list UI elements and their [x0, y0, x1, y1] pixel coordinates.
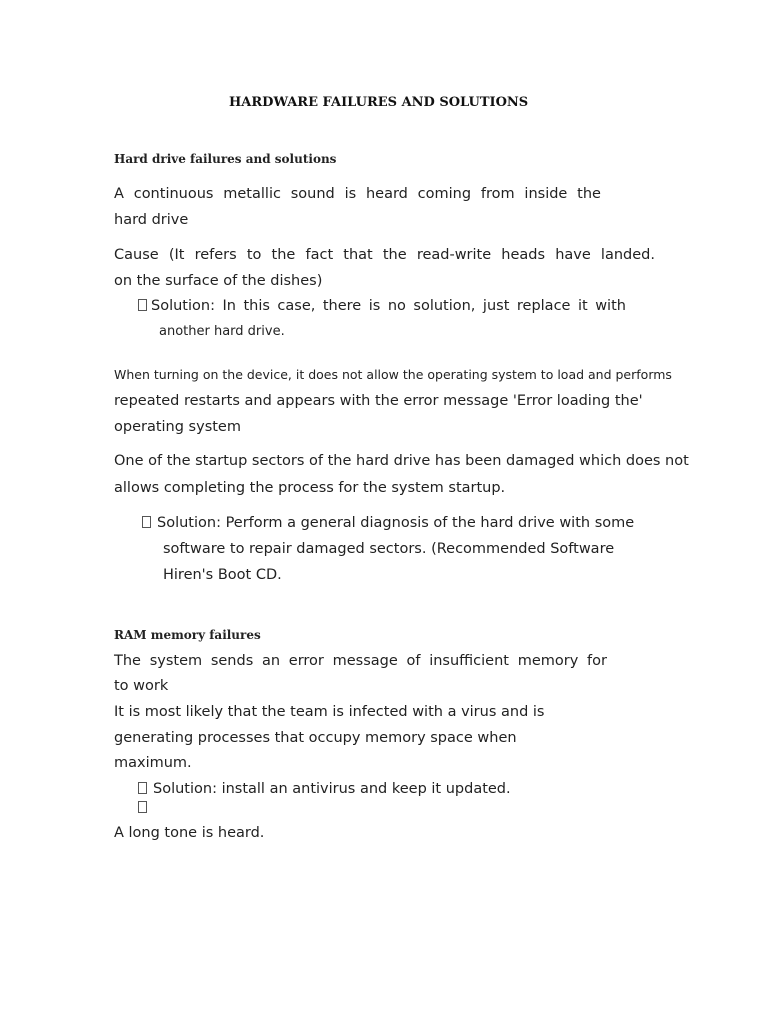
paragraph-line: to work [114, 678, 169, 694]
bullet-item-empty [138, 800, 153, 816]
word: heard [365, 186, 408, 202]
word: sound [290, 186, 335, 202]
word: refers [194, 247, 237, 263]
word: no [387, 298, 406, 314]
paragraph-line [114, 247, 655, 263]
bullet-item [142, 515, 634, 531]
paragraph-line: When turning on the device, it does not allow the operating system to load and performs [114, 367, 672, 382]
word: fact [305, 247, 334, 263]
word: this [243, 298, 270, 314]
word: with [595, 298, 626, 314]
word: metallic [223, 186, 281, 202]
paragraph-line: maximum. [114, 755, 192, 771]
word: inside [524, 186, 568, 202]
word: case, [277, 298, 316, 314]
paragraph-line: another hard drive. [159, 324, 285, 339]
word: continuous [133, 186, 214, 202]
word: solution, [413, 298, 476, 314]
word: heads [501, 247, 546, 263]
word: the [382, 247, 407, 263]
paragraph-line: operating system [114, 419, 241, 435]
word: the [271, 247, 296, 263]
bullet-box-icon [138, 801, 147, 813]
word: system [149, 653, 203, 669]
word: there [322, 298, 362, 314]
paragraph-line: allows completing the process for the system startup. [114, 480, 506, 496]
word: A [114, 186, 124, 202]
word: message [332, 653, 398, 669]
word: error [288, 653, 324, 669]
word: read-write [416, 247, 492, 263]
bullet-box-icon [138, 782, 147, 794]
paragraph-line: repeated restarts and appears with the error message 'Error loading the' [114, 393, 643, 409]
word: memory [517, 653, 579, 669]
paragraph-line: It is most likely that the team is infected with a virus and is [114, 704, 545, 720]
paragraph-line: on the surface of the dishes) [114, 273, 323, 289]
bullet-box-icon [138, 299, 147, 311]
word: the [577, 186, 601, 202]
paragraph-line: hard drive [114, 212, 189, 228]
word: an [261, 653, 281, 669]
word: The [114, 653, 141, 669]
word: to [246, 247, 262, 263]
paragraph-line: One of the startup sectors of the hard drive has been damaged which does not [114, 453, 689, 469]
document-title: HARDWARE FAILURES AND SOLUTIONS [229, 95, 529, 110]
bullet-text: Solution: Perform a general diagnosis of the hard drive with some [157, 515, 635, 531]
word: In [222, 298, 236, 314]
paragraph-line: software to repair damaged sectors. (Recommended Software [163, 541, 615, 557]
word: landed. [600, 247, 655, 263]
paragraph-line [114, 186, 601, 202]
word: sends [210, 653, 254, 669]
section-heading-ram: RAM memory failures [114, 628, 261, 642]
word: for [587, 653, 607, 669]
word: is [344, 186, 357, 202]
word: is [368, 298, 381, 314]
section-heading-hard-drive: Hard drive failures and solutions [114, 152, 337, 166]
word: Cause [114, 247, 159, 263]
word: of [406, 653, 421, 669]
paragraph-line: A long tone is heard. [114, 825, 265, 841]
paragraph-line: generating processes that occupy memory space when [114, 730, 517, 746]
bullet-item [138, 781, 511, 797]
bullet-text: Solution: install an antivirus and keep it updated. [153, 781, 511, 797]
word: coming [417, 186, 472, 202]
word: that [343, 247, 373, 263]
word: from [480, 186, 515, 202]
paragraph-line [114, 653, 607, 669]
word: insufficient [429, 653, 509, 669]
word: Solution: [151, 298, 215, 314]
word: just [482, 298, 510, 314]
word: it [577, 298, 588, 314]
word: replace [516, 298, 571, 314]
paragraph-line: Hiren's Boot CD. [163, 567, 282, 583]
word: have [555, 247, 591, 263]
bullet-box-icon [142, 516, 151, 528]
paragraph-line [151, 298, 626, 314]
word: (It [168, 247, 185, 263]
